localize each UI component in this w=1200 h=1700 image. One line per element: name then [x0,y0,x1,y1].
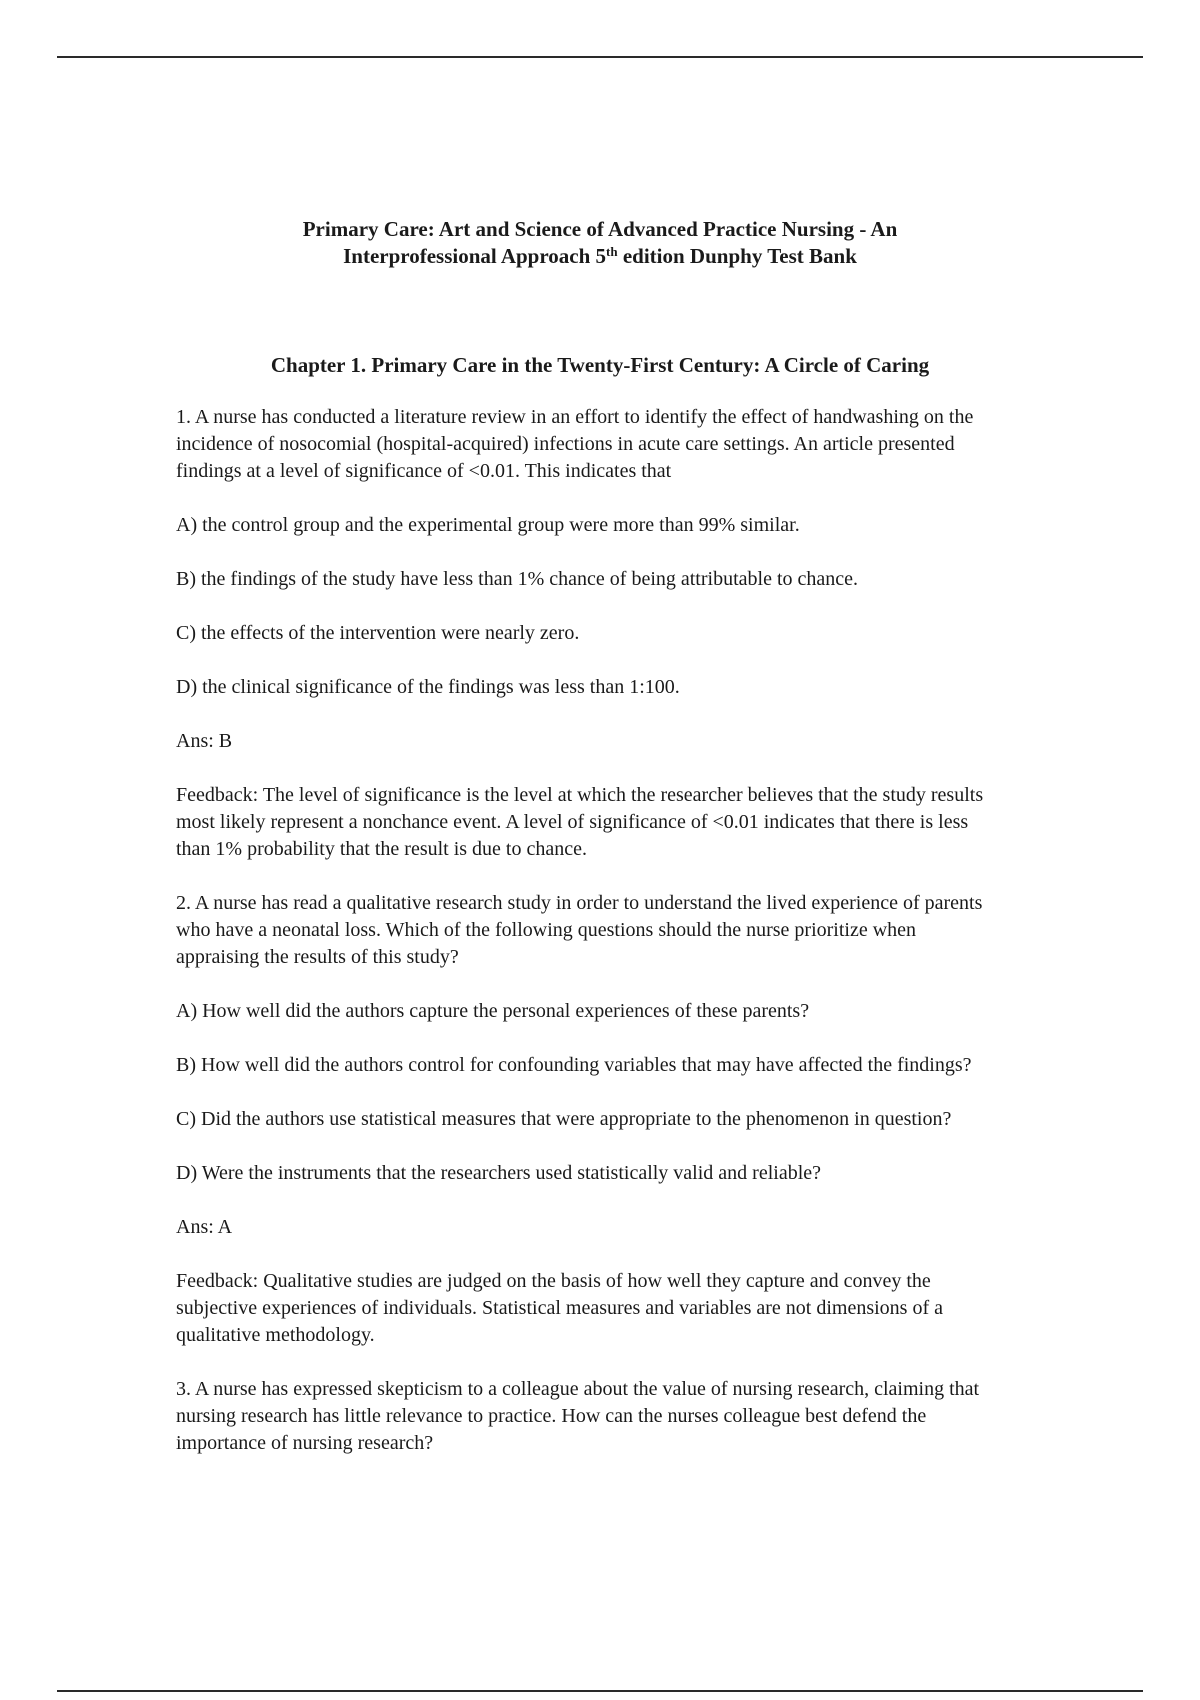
question-1-stem: 1. A nurse has conducted a literature review in an effort to identify the effect of handwashing on the incidence of nosocomial (hospital-acquired) infections in acute care settings. An article presented findings at a level of significance of <0.01. This indicates that [176,406,974,482]
top-rule [57,56,1143,58]
question-2-option-c: C) Did the authors use statistical measures that were appropriate to the phenomenon in question? [176,1108,952,1130]
chapter-title: Chapter 1. Primary Care in the Twenty-First Century: A Circle of Caring [270,353,930,377]
question-2-stem: 2. A nurse has read a qualitative research study in order to understand the lived experience of parents who have a neonatal loss. Which of the following questions should the nurse prioritize when appraising the results of this study? [176,892,983,968]
question-1-feedback: Feedback: The level of significance is the level at which the researcher believes that the study results most likely represent a nonchance event. A level of significance of <0.01 indicates that there is less than 1% probability that the result is due to chance. [176,784,984,860]
question-1-option-a: A) the control group and the experimental group were more than 99% similar. [176,514,800,536]
title-line-2 [0,243,1200,270]
question-2-feedback: Feedback: Qualitative studies are judged on the basis of how well they capture and convey the subjective experiences of individuals. Statistical measures and variables are not dimensions of a qualitative methodology. [176,1270,943,1346]
question-2-option-d: D) Were the instruments that the researchers used statistically valid and reliable? [176,1162,822,1184]
title-line-2-end: edition Dunphy Test Bank [617,244,857,268]
edition-superscript: th [606,244,618,259]
question-list [176,404,1136,1484]
question-1-option-b: B) the findings of the study have less than 1% chance of being attributable to chance. [176,568,859,590]
title-line-2-start: Interprofessional Approach 5 [343,244,607,268]
question-2-option-b: B) How well did the authors control for confounding variables that may have affected the findings? [176,1054,972,1076]
question-2-option-a: A) How well did the authors capture the personal experiences of these parents? [176,1000,810,1022]
bottom-rule [57,1690,1143,1692]
question-1-option-c: C) the effects of the intervention were nearly zero. [176,622,580,644]
question-1-option-d: D) the clinical significance of the findings was less than 1:100. [176,676,680,698]
document-title [0,216,1200,270]
question-2-answer: Ans: A [176,1216,233,1238]
question-1-answer: Ans: B [176,730,233,752]
question-3-stem: 3. A nurse has expressed skepticism to a colleague about the value of nursing research, claiming that nursing research has little relevance to practice. How can the nurses colleague best defend the importance of nursing research? [176,1378,980,1454]
title-line-1: Primary Care: Art and Science of Advanced Practice Nursing - An [302,217,898,241]
